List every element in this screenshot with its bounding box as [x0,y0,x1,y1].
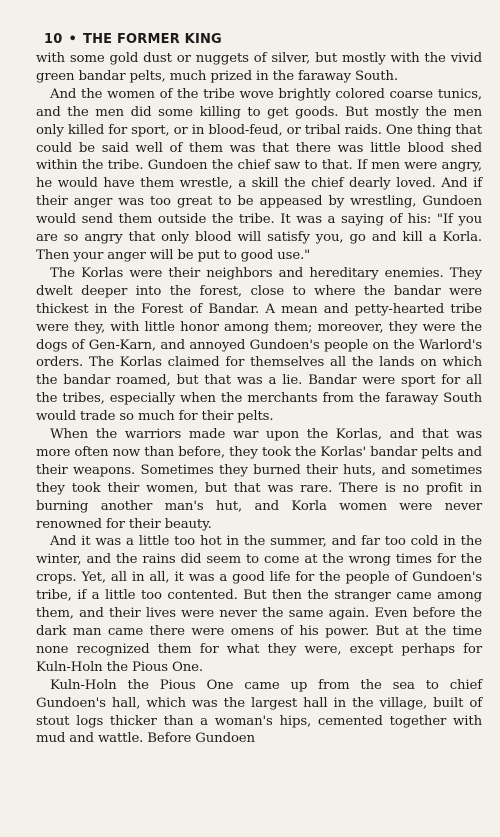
paragraph: When the warriors made war upon the Korlas, and that was more often now than before, they took the Korlas' bandar pelts and their weapons. Sometimes they burned their huts, and sometimes they took their women, but that was rare. There is no profit in burning another man's hut, and Korla women were never renowned for their beauty. [36,427,482,532]
paragraph: And the women of the tribe wove brightly colored coarse tunics, and the men did some killing to get goods. But mostly the men only killed for sport, or in blood-feud, or tribal raids. One thing that could be said well of them was that there was little blood shed within the tribe. Gundoen the chief saw to that. If men were angry, he would have them wrestle, a skill the chief dearly loved. And if their anger was too great to be appeased by wrestling, Gundoen would send them outside the tribe. It was a saying of his: "If you are so angry that only blood will satisfy you, go and kill a Korla. Then your anger will be put to good use." [36,86,482,263]
paragraph-continued: with some gold dust or nuggets of silver, but mostly with the vivid green bandar pelts, much prized in the faraway South. [36,51,482,84]
header-separator: • [68,32,78,47]
chapter-title: THE FORMER KING [83,32,222,47]
paragraph: The Korlas were their neighbors and hereditary enemies. They dwelt deeper into the forest, close to where the bandar were thickest in the Forest of Bandar. A mean and petty-hearted tribe were they, with little honor among them; moreover, they were the dogs of Gen-Karn, and annoyed Gundoen's people on the Warlord's orders. The Korlas claimed for themselves all the lands on which the bandar roamed, but that was a lie. Bandar were sport for all the tribes, especially when the merchants from the faraway South would trade so much for their pelts. [36,265,482,425]
body-text [36,50,482,748]
page-number: 10 [44,32,63,47]
running-head [44,30,482,50]
paragraph: Kuln-Holn the Pious One came up from the sea to chief Gundoen's hall, which was the largest hall in the village, built of stout logs thicker than a woman's hips, cemented together with mud and wattle. Before Gundoen [36,677,482,747]
paragraph: And it was a little too hot in the summer, and far too cold in the winter, and the rains did seem to come at the wrong times for the crops. Yet, all in all, it was a good life for the people of Gundoen's tribe, if a little too contented. But then the stranger came among them, and their lives were never the same again. Even before the dark man came there were omens of his power. But at the time none recognized them for what they were, except perhaps for Kuln-Holn the Pious One. [36,534,482,675]
